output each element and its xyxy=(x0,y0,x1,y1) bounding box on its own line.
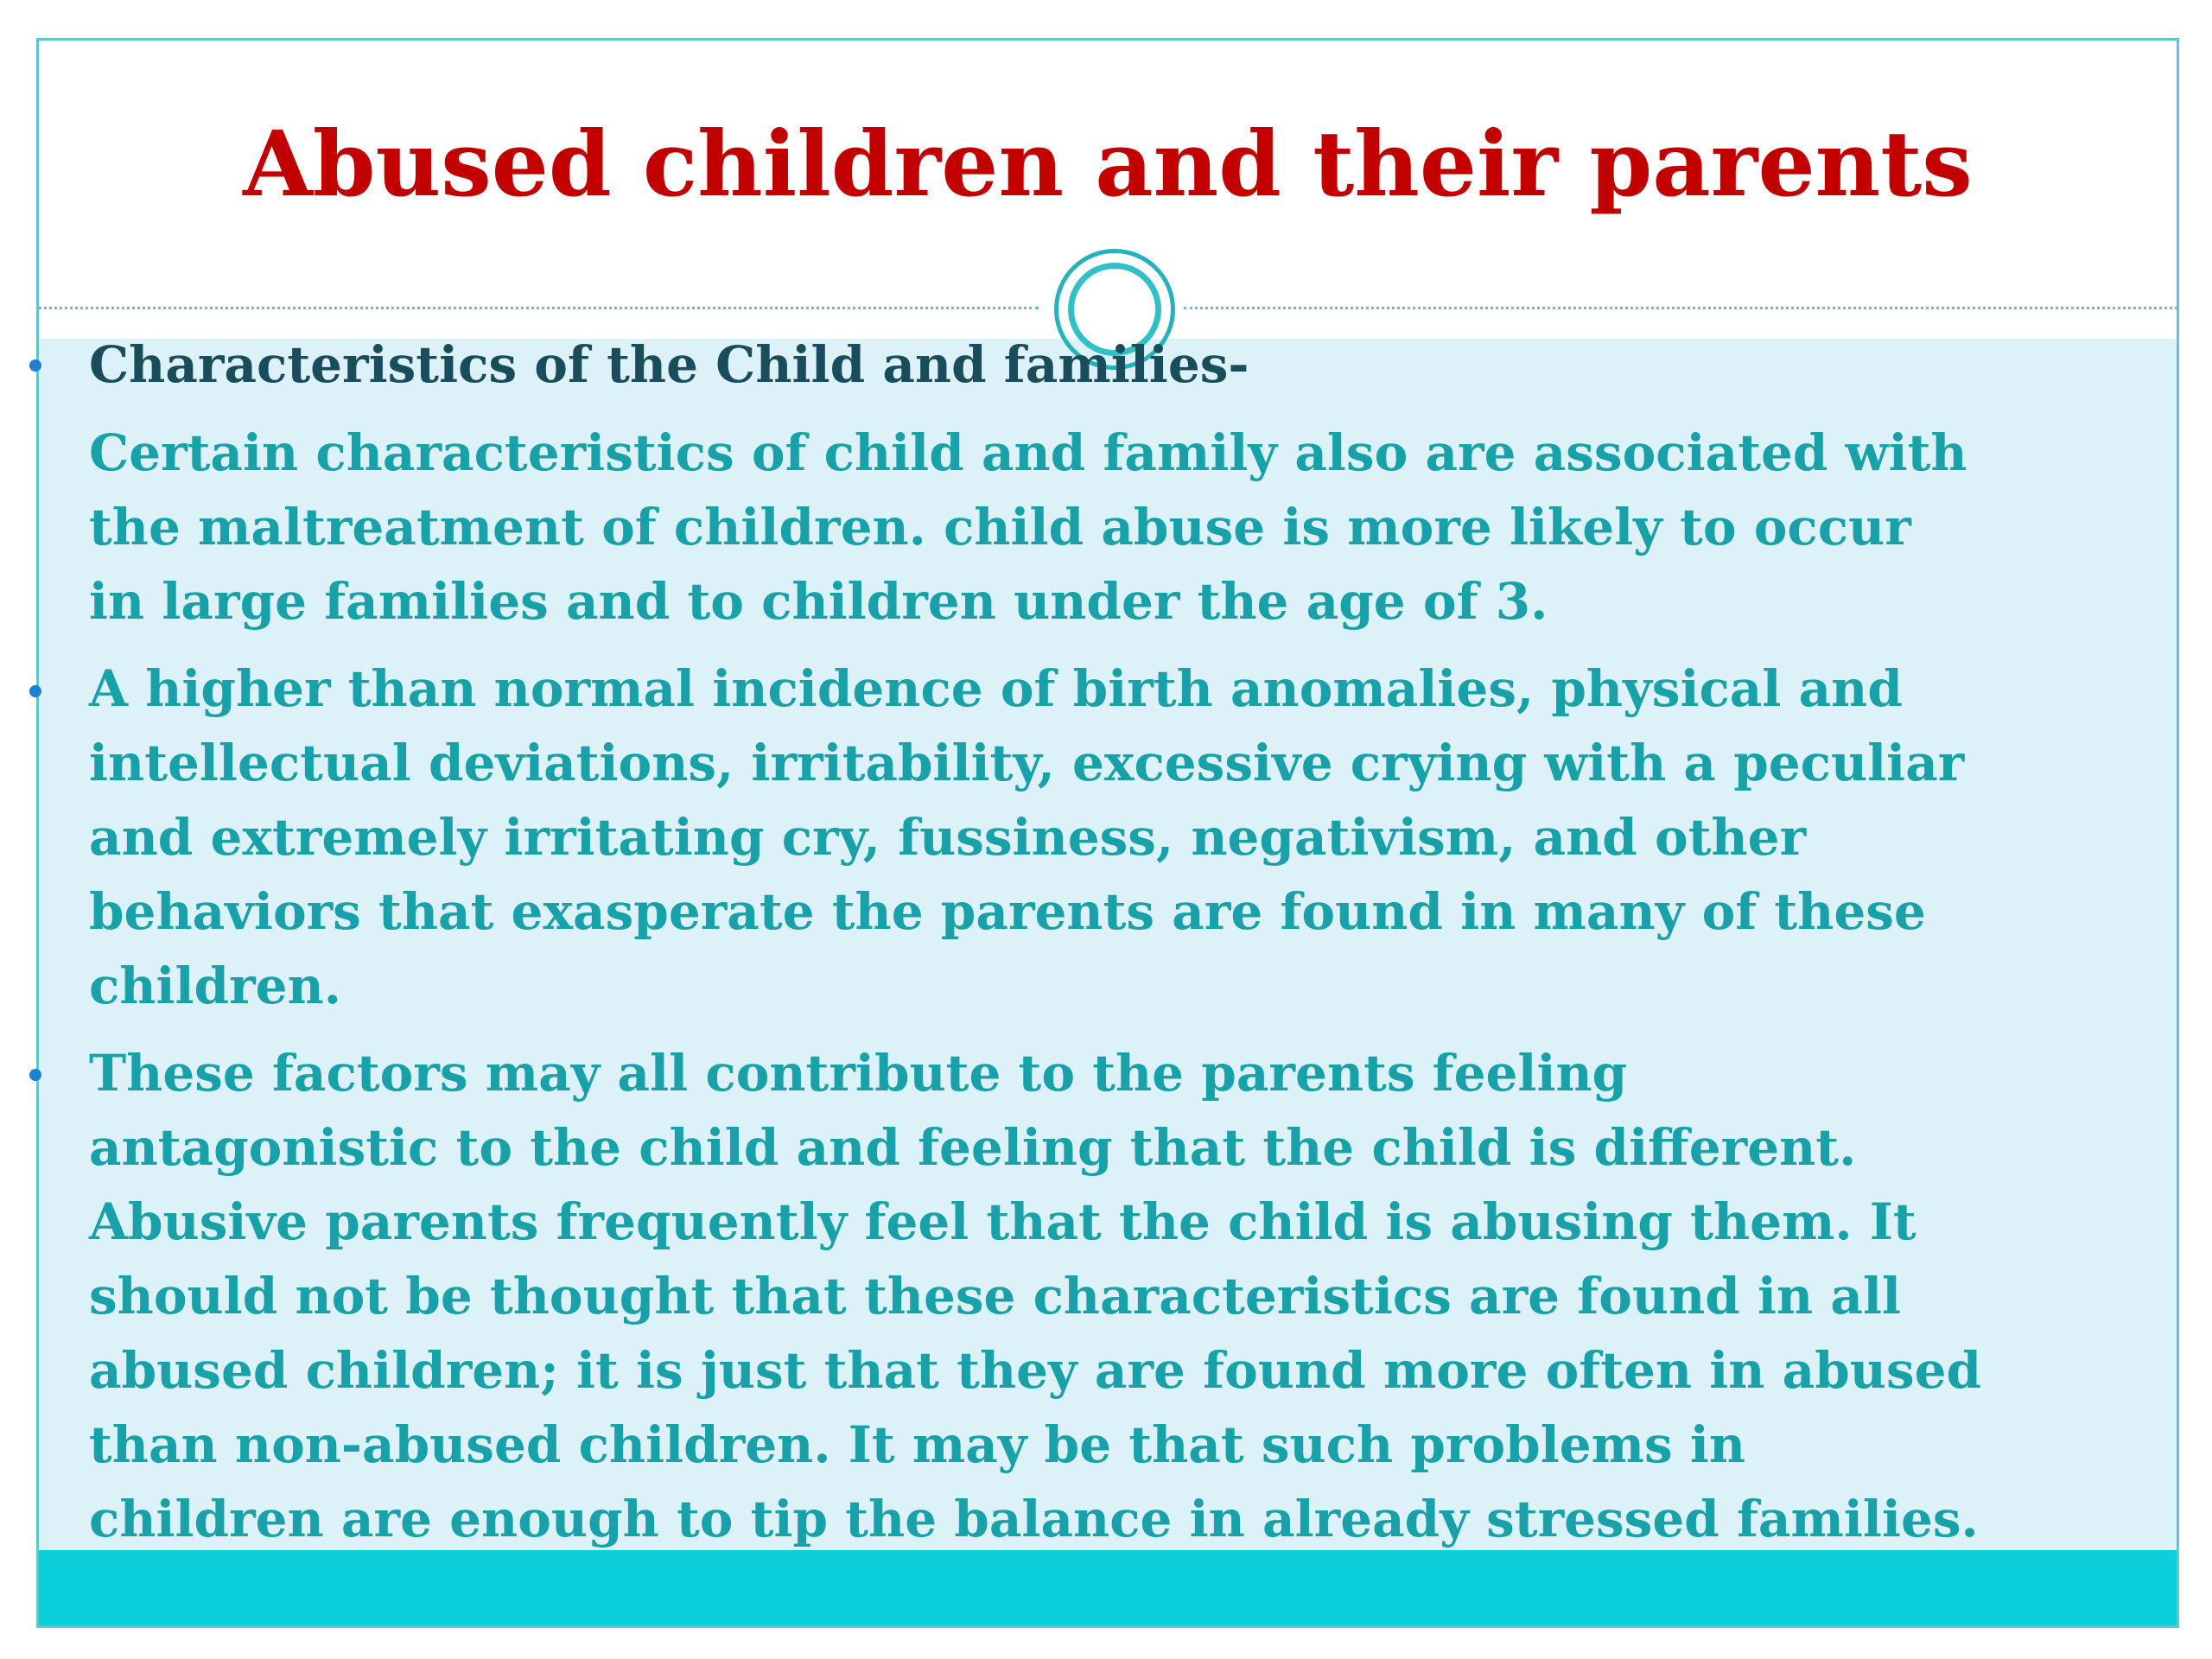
paragraph-line: abused children; it is just that they are found more often in abused xyxy=(89,1341,1982,1400)
slide-title: Abused children and their parents xyxy=(243,111,1973,217)
paragraph-line: intellectual deviations, irritability, excessive crying with a peculiar xyxy=(89,734,1965,792)
paragraph-2 xyxy=(89,652,1964,1023)
paragraph-line: Certain characteristics of child and family also are associated with xyxy=(89,423,1967,482)
paragraph-line: and extremely irritating cry, fussiness, negativism, and other xyxy=(89,808,1807,867)
paragraph-line: Abusive parents frequently feel that the child is abusing them. It xyxy=(89,1192,1916,1251)
paragraph-line: children. xyxy=(89,957,341,1015)
section-subheading: Characteristics of the Child and families- xyxy=(89,335,1249,394)
paragraph-line: in large families and to children under the age of 3. xyxy=(89,572,1548,631)
paragraph-1 xyxy=(89,416,1967,639)
paragraph-line: antagonistic to the child and feeling that the child is different. xyxy=(89,1118,1857,1177)
bullet-dot-icon xyxy=(29,685,41,697)
paragraph-line: should not be thought that these characteristics are found in all xyxy=(89,1267,1902,1325)
paragraph-line: behaviors that exasperate the parents are found in many of these xyxy=(89,882,1926,941)
paragraph-line: children are enough to tip the balance in already stressed families. xyxy=(89,1490,1979,1548)
title-divider-right xyxy=(1184,307,2177,309)
paragraph-line: than non-abused children. It may be that such problems in xyxy=(89,1415,1746,1474)
bullet-dot-icon xyxy=(29,1069,41,1081)
paragraph-line: A higher than normal incidence of birth anomalies, physical and xyxy=(89,659,1903,718)
paragraph-line: the maltreatment of children. child abuse is more likely to occur xyxy=(89,498,1911,556)
paragraph-3 xyxy=(89,1036,1981,1556)
bullet-dot-icon xyxy=(29,359,41,372)
paragraph-line: These factors may all contribute to the parents feeling xyxy=(89,1044,1628,1103)
title-divider-left xyxy=(38,307,1039,309)
